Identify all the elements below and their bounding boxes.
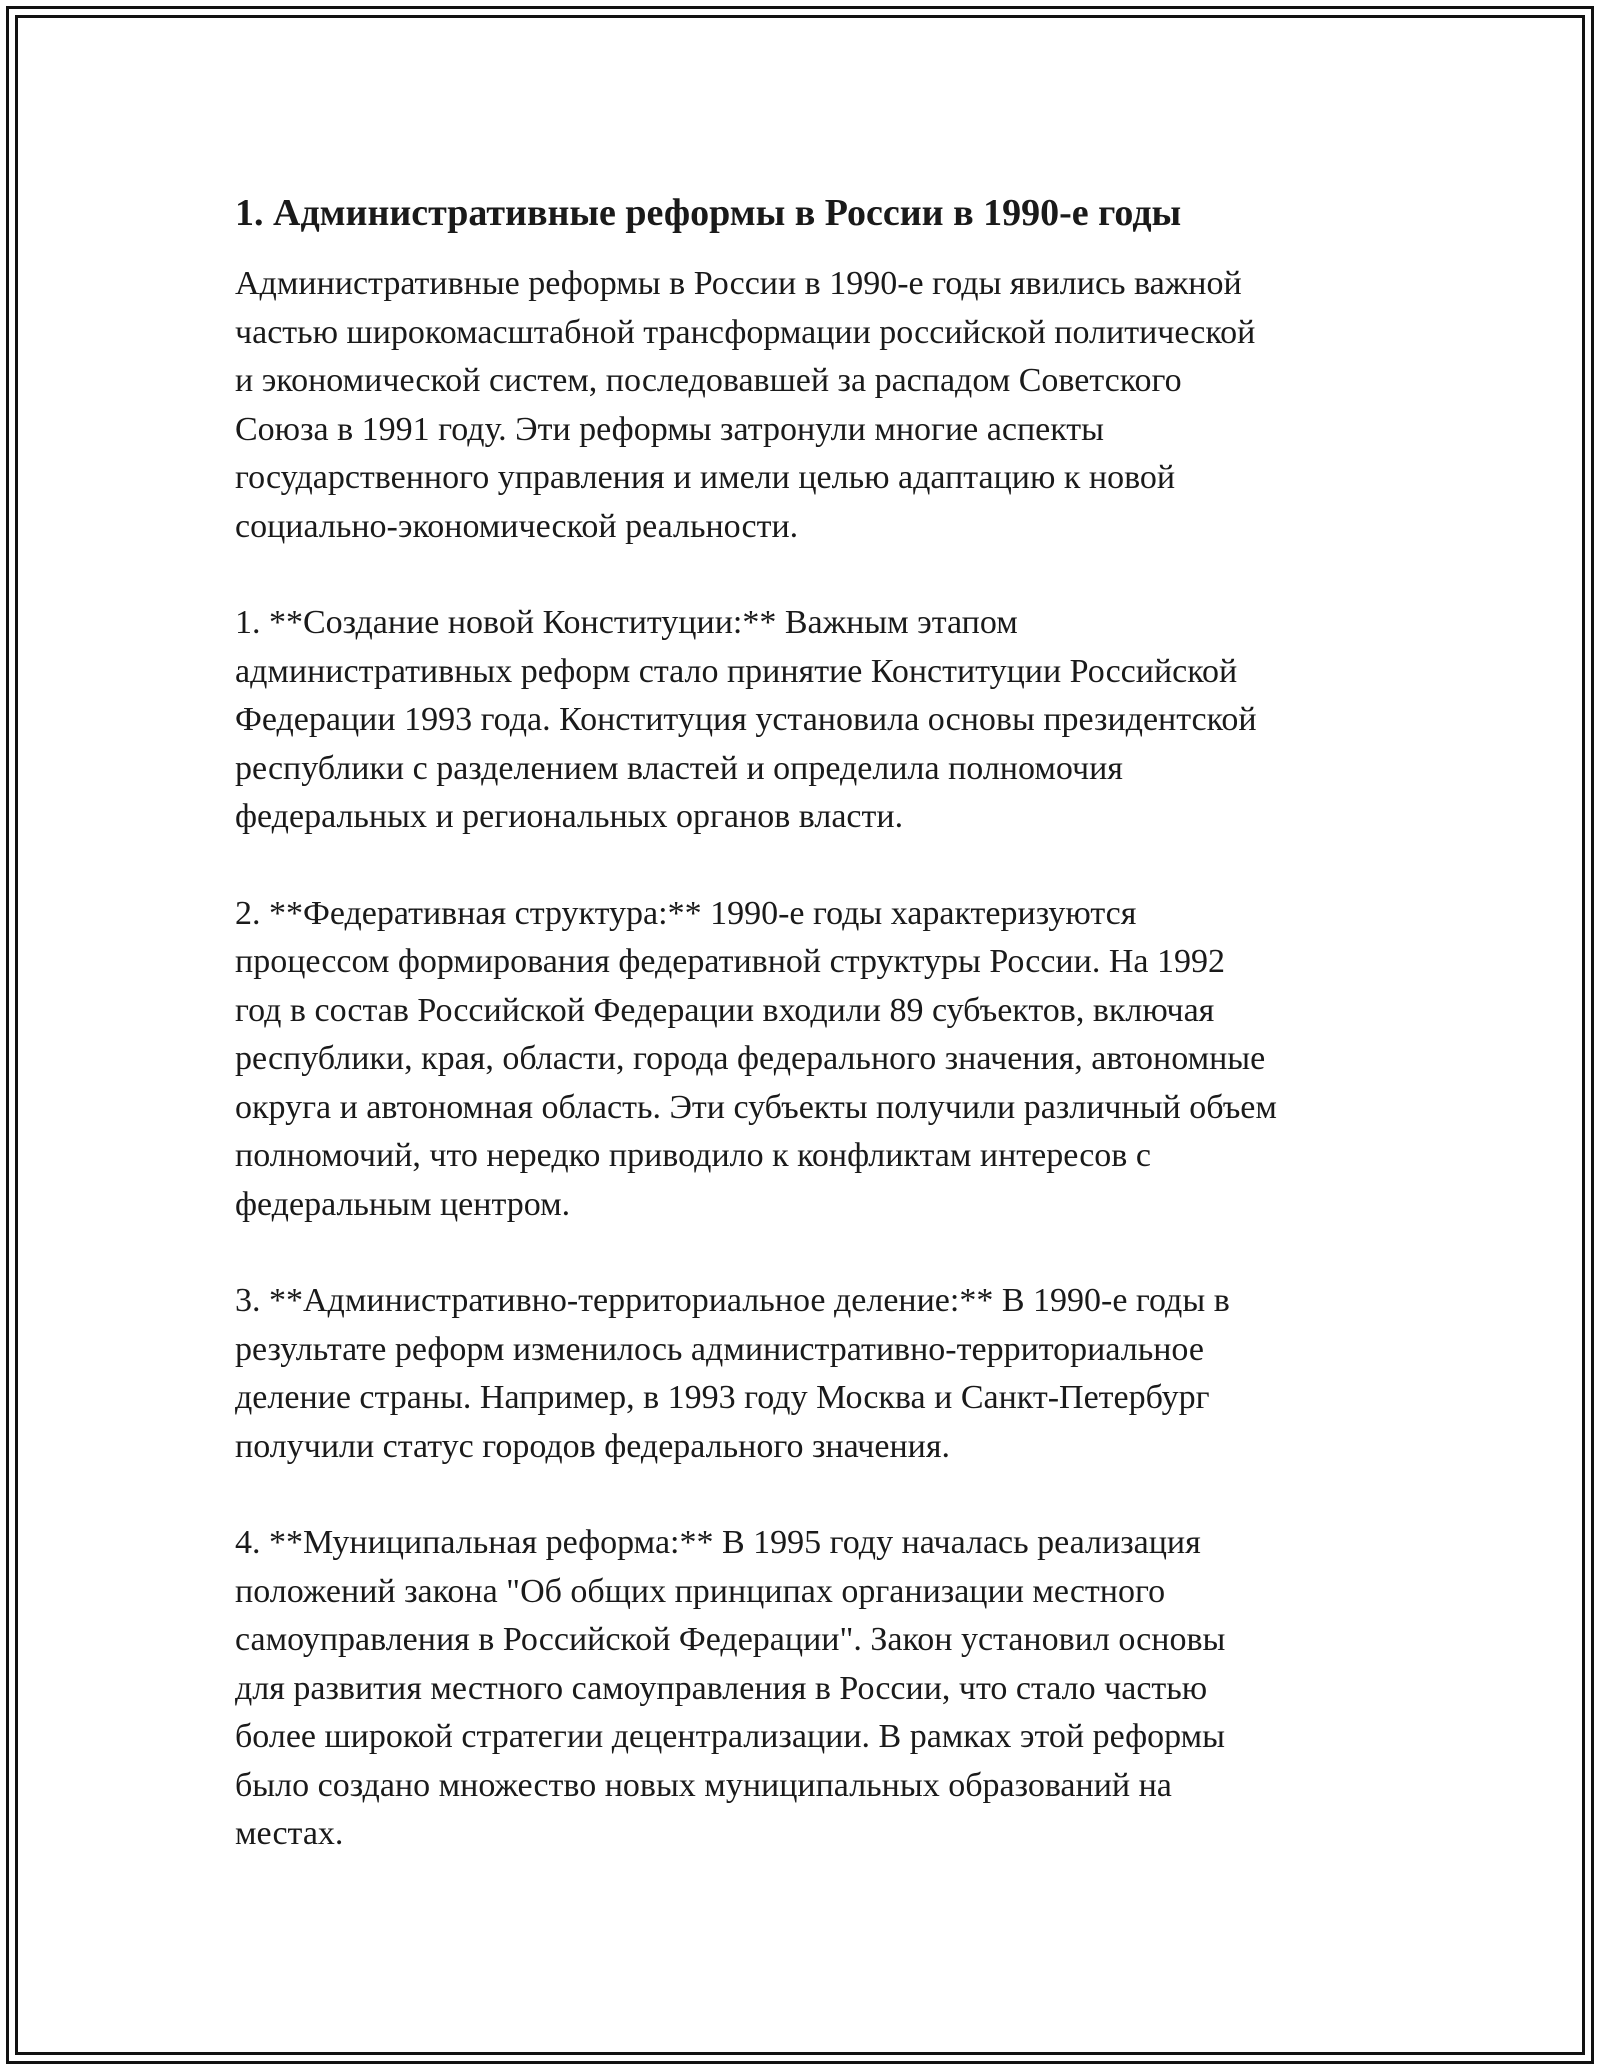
- document-title: 1. Административные реформы в России в 1990-е годы: [235, 192, 1182, 234]
- document-body: [235, 188, 1375, 1907]
- paragraph-territorial-division: 3. **Административно-территориальное деление:** В 1990-е годы в результате реформ изменилось административно-территориальное деление страны. Например, в 1993 году Москва и Санкт-Петербург получили статус городов федерального значения.: [235, 1282, 1230, 1465]
- paragraph-federal-structure: 2. **Федеративная структура:** 1990-е годы характеризуются процессом формирования федеративной структуры России. На 1992 год в состав Российской Федерации входили 89 субъектов, включая республики, края, области, города федерального значения, автономные округа и автономная область. Эти субъекты получили различный объем полномочий, что нередко приводило к конфликтам интересов с федеральным центром.: [235, 894, 1277, 1223]
- paragraph-municipal-reform: 4. **Муниципальная реформа:** В 1995 году началась реализация положений закона "Об общих принципах организации местного самоуправления в Российской Федерации". Закон установил основы для развития местного самоуправления в России, что стало частью более широкой стратегии децентрализации. В рамках этой реформы было создано множество новых муниципальных образований на местах.: [235, 1524, 1226, 1852]
- intro-paragraph: Административные реформы в России в 1990-е годы явились важной частью широкомасштабной трансформации российской политической и экономической систем, последовавшей за распадом Советского Союза в 1991 году. Эти реформы затронули многие аспекты государственного управления и имели целью адаптацию к новой социально-экономической реальности.: [235, 265, 1256, 545]
- paragraph-constitution: 1. **Создание новой Конституции:** Важным этапом административных реформ стало принятие Конституции Российской Федерации 1993 года. Конституция установила основы президентской республики с разделением властей и определила полномочия федеральных и региональных органов власти.: [235, 604, 1257, 835]
